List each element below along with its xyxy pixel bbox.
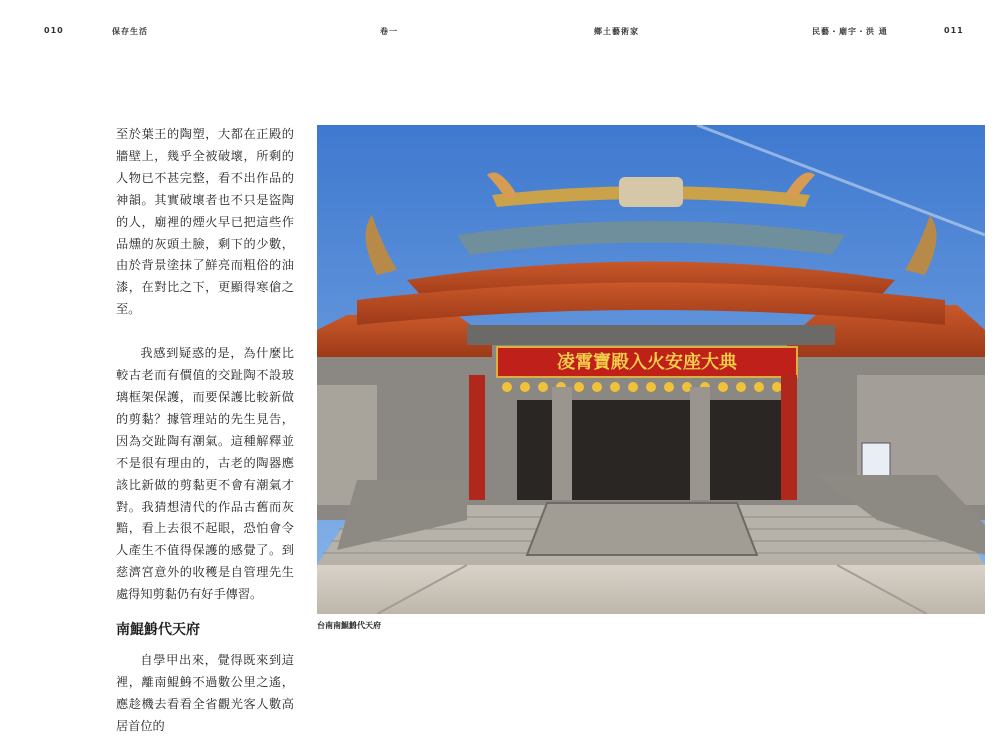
page-number-right: 011 xyxy=(944,26,964,35)
plaza xyxy=(317,565,985,614)
paragraph-2: 我感到疑惑的是，為什麼比較古老而有價值的交趾陶不設玻璃框架保護，而要保護比較新做的剪黏？據管理站的先生見告，因為交趾陶有潮氣。這種解釋並不是很有理由的，古老的陶器應該比新做的剪黏更不會有潮氣才對。我猜想清代的作品古舊而灰黯，看上去很不起眼，恐怕會令人產生不值得保護的感覺了。到慈濟宮意外的收穫是自管理先生處得知剪黏仍有好手傳習。 xyxy=(116,346,294,602)
red-pillar-left xyxy=(469,375,485,500)
left-wing-roof xyxy=(317,315,492,357)
page-number-left: 010 xyxy=(44,26,64,35)
running-head-right: 民藝・廟宇・洪 通 xyxy=(812,27,888,36)
photo-caption: 台南南鯤鯓代天府 xyxy=(317,621,381,630)
dragon-pillar-left xyxy=(552,387,572,500)
paragraph-1: 至於葉王的陶塑，大都在正殿的牆壁上，幾乎全被破壞，所剩的人物已不甚完整，看不出作品的神韻。其實破壞者也不只是盜陶的人，廟裡的煙火早已把這些作品燻的灰頭土臉，剩下的少數，由於背景塗抹了鮮亮而粗俗的油漆，在對比之下，更顯得寒傖之至。 xyxy=(116,127,294,317)
temple-illustration xyxy=(317,125,985,614)
carved-dragon-ramp xyxy=(527,503,757,555)
running-head-left: 保存生活 xyxy=(112,27,148,36)
running-head-series: 鄉土藝術家 xyxy=(594,27,639,36)
temple-photo xyxy=(317,125,985,614)
paragraph-gap xyxy=(116,321,294,343)
text-column xyxy=(116,124,294,738)
dragon-pillar-right xyxy=(690,387,710,500)
running-head-volume: 卷一 xyxy=(380,27,398,36)
eave-beam xyxy=(467,325,835,345)
paragraph-3: 自學甲出來，覺得既來到這裡，離南鯤鯓不過數公里之遙，應趁機去看看全省觀光客人數高居首位的 xyxy=(116,653,294,733)
plaque-text: 凌霄寶殿入火安座大典 xyxy=(557,352,737,373)
red-pillar-right xyxy=(781,375,797,500)
section-subheading: 南鯤鯓代天府 xyxy=(116,622,200,639)
